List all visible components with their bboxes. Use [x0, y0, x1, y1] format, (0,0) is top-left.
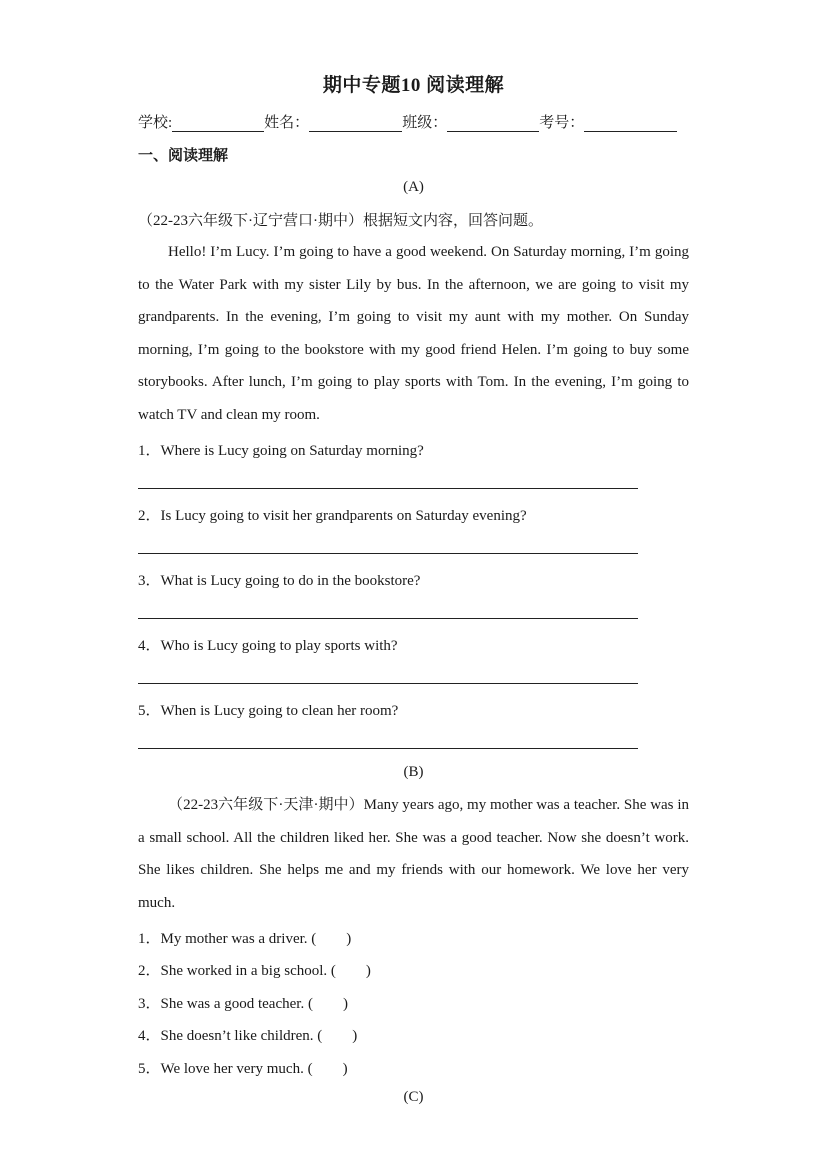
answer-line-3[interactable] [138, 618, 638, 619]
statement-4-text: 4．She doesn’t like children. ( [138, 1028, 323, 1044]
part-b-marker: (B) [403, 764, 424, 780]
school-field[interactable] [172, 113, 264, 132]
statement-3-close: ) [342, 996, 348, 1012]
statement-1-text: 1．My mother was a driver. ( [138, 931, 317, 947]
page-title: 期中专题10 阅读理解 [322, 75, 505, 96]
statement-5 [138, 1057, 348, 1078]
statement-3 [138, 992, 348, 1013]
name-field[interactable] [309, 113, 402, 132]
class-label: 班级： [402, 115, 448, 131]
school-label: 学校: [138, 115, 173, 131]
statement-2-close: ) [365, 963, 371, 979]
statement-4 [138, 1024, 357, 1045]
exam-no-field[interactable] [584, 113, 677, 132]
exam-no-label: 考号： [539, 115, 585, 131]
part-a-source: （22-23六年级下·辽宁营口·期中）根据短文内容，回答问题。 [138, 213, 543, 229]
part-a-marker: (A) [403, 179, 424, 195]
statement-1 [138, 927, 351, 948]
part-a-passage [138, 236, 689, 431]
statement-5-text: 5．We love her very much. ( [138, 1061, 313, 1077]
answer-line-4[interactable] [138, 683, 638, 684]
student-info-row [138, 111, 698, 132]
statement-5-close: ) [342, 1061, 348, 1077]
statement-3-text: 3．She was a good teacher. ( [138, 996, 313, 1012]
class-field[interactable] [447, 113, 539, 132]
part-a-passage-text: Hello! I’m Lucy. I’m going to have a good weekend. On Saturday morning, I’m going to the Water Park with my sister Lily by bus. In the afternoon, we are going to visit my grandparents. In the evening, I’m going to visit my aunt with my mother. On Sunday morning, I’m going to the bookstore with my good friend Helen. I’m going to buy some storybooks. After lunch, I’m going to play sports with Tom. In the evening, I’m going to watch TV and clean my room. [138, 244, 689, 423]
statement-1-close: ) [346, 931, 352, 947]
question-3: 3．What is Lucy going to do in the bookstore? [138, 573, 421, 589]
statement-4-close: ) [352, 1028, 358, 1044]
question-5: 5．When is Lucy going to clean her room? [138, 703, 399, 719]
part-b-passage [138, 789, 689, 919]
question-4: 4．Who is Lucy going to play sports with? [138, 638, 398, 654]
question-2: 2．Is Lucy going to visit her grandparents on Saturday evening? [138, 508, 527, 524]
statement-2 [138, 959, 371, 980]
part-b-passage-text: Many years ago, my mother was a teacher. She was in a small school. All the children liked her. She was a good teacher. Now she doesn’t work. She likes children. She helps me and my friends with our homework. We love her very much. [138, 797, 689, 911]
section-heading: 一、阅读理解 [138, 148, 229, 164]
statement-2-text: 2．She worked in a big school. ( [138, 963, 336, 979]
answer-line-5[interactable] [138, 748, 638, 749]
answer-line-2[interactable] [138, 553, 638, 554]
part-c-marker: (C) [403, 1089, 424, 1105]
part-b-source: （22-23六年级下·天津·期中） [168, 797, 364, 813]
answer-line-1[interactable] [138, 488, 638, 489]
name-label: 姓名： [264, 115, 310, 131]
question-1: 1．Where is Lucy going on Saturday morning? [138, 443, 424, 459]
